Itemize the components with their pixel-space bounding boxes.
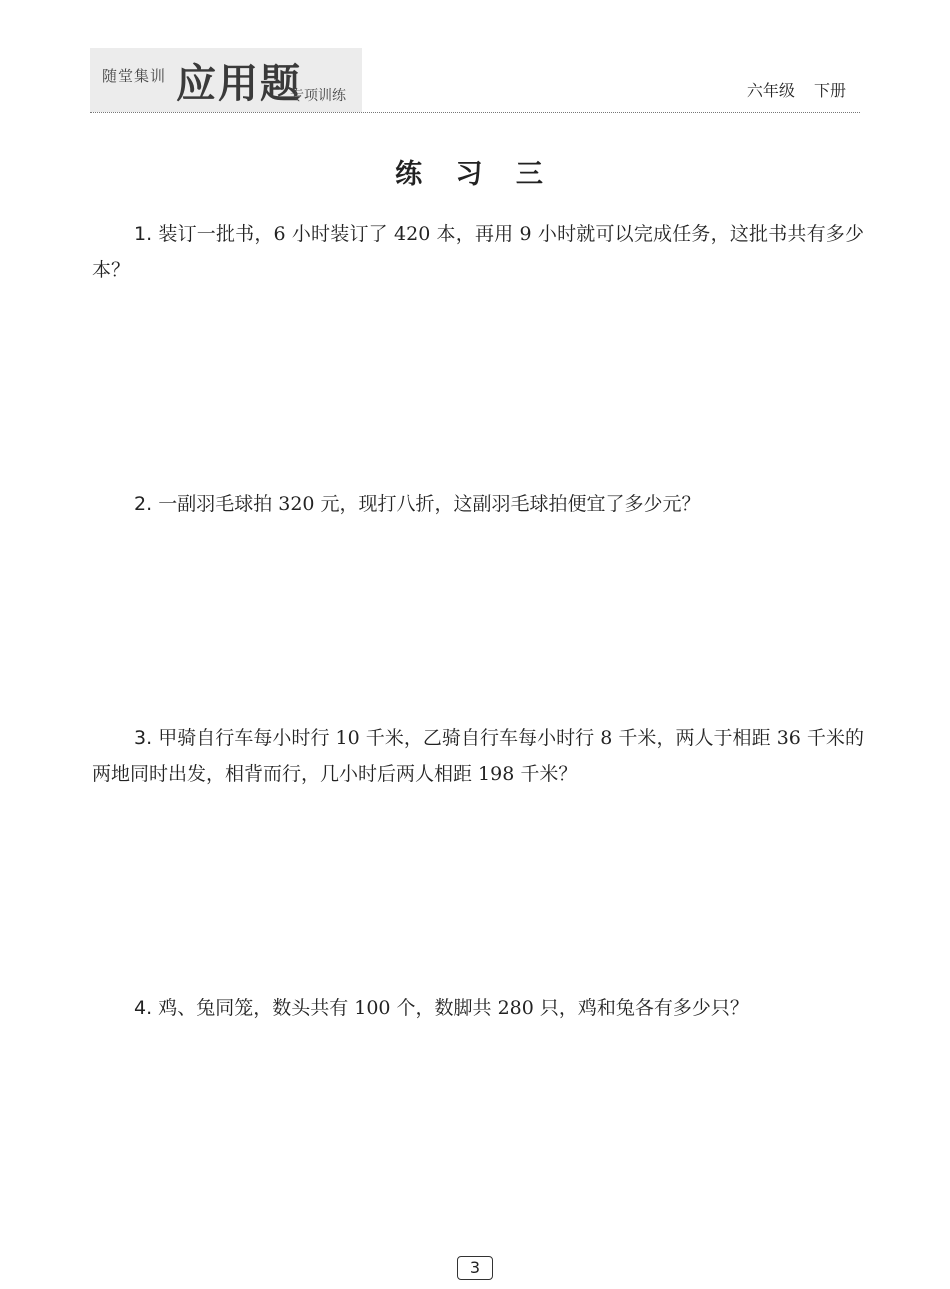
question-text: 鸡、兔同笼，数头共有 100 个，数脚共 280 只，鸡和兔各有多少只？ bbox=[158, 997, 749, 1019]
question-number: 3. bbox=[134, 727, 153, 749]
question-number: 4. bbox=[134, 997, 153, 1019]
question-3 bbox=[92, 720, 864, 792]
logo-small-text: 随堂集训 bbox=[102, 67, 167, 85]
question-number: 2. bbox=[134, 493, 153, 515]
logo-title: 应用题 bbox=[176, 61, 302, 107]
header-divider bbox=[90, 112, 860, 113]
question-text: 装订一批书，6 小时装订了 420 本，再用 9 小时就可以完成任务，这批书共有多少本？ bbox=[92, 223, 864, 281]
question-text: 一副羽毛球拍 320 元，现打八折，这副羽毛球拍便宜了多少元？ bbox=[158, 493, 701, 515]
question-number: 1. bbox=[134, 223, 153, 245]
header-logo bbox=[90, 48, 362, 112]
question-4 bbox=[92, 990, 864, 1026]
question-text: 甲骑自行车每小时行 10 千米，乙骑自行车每小时行 8 千米，两人于相距 36 千米的两地同时出发，相背而行，几小时后两人相距 198 千米？ bbox=[92, 727, 864, 785]
question-1 bbox=[92, 216, 864, 288]
grade-label: 六年级 下册 bbox=[746, 81, 846, 100]
page-title: 练 习 三 bbox=[395, 159, 555, 190]
question-2 bbox=[92, 486, 864, 522]
page-number: 3 bbox=[457, 1256, 493, 1280]
logo-subtitle: 专项训练 bbox=[290, 88, 346, 104]
